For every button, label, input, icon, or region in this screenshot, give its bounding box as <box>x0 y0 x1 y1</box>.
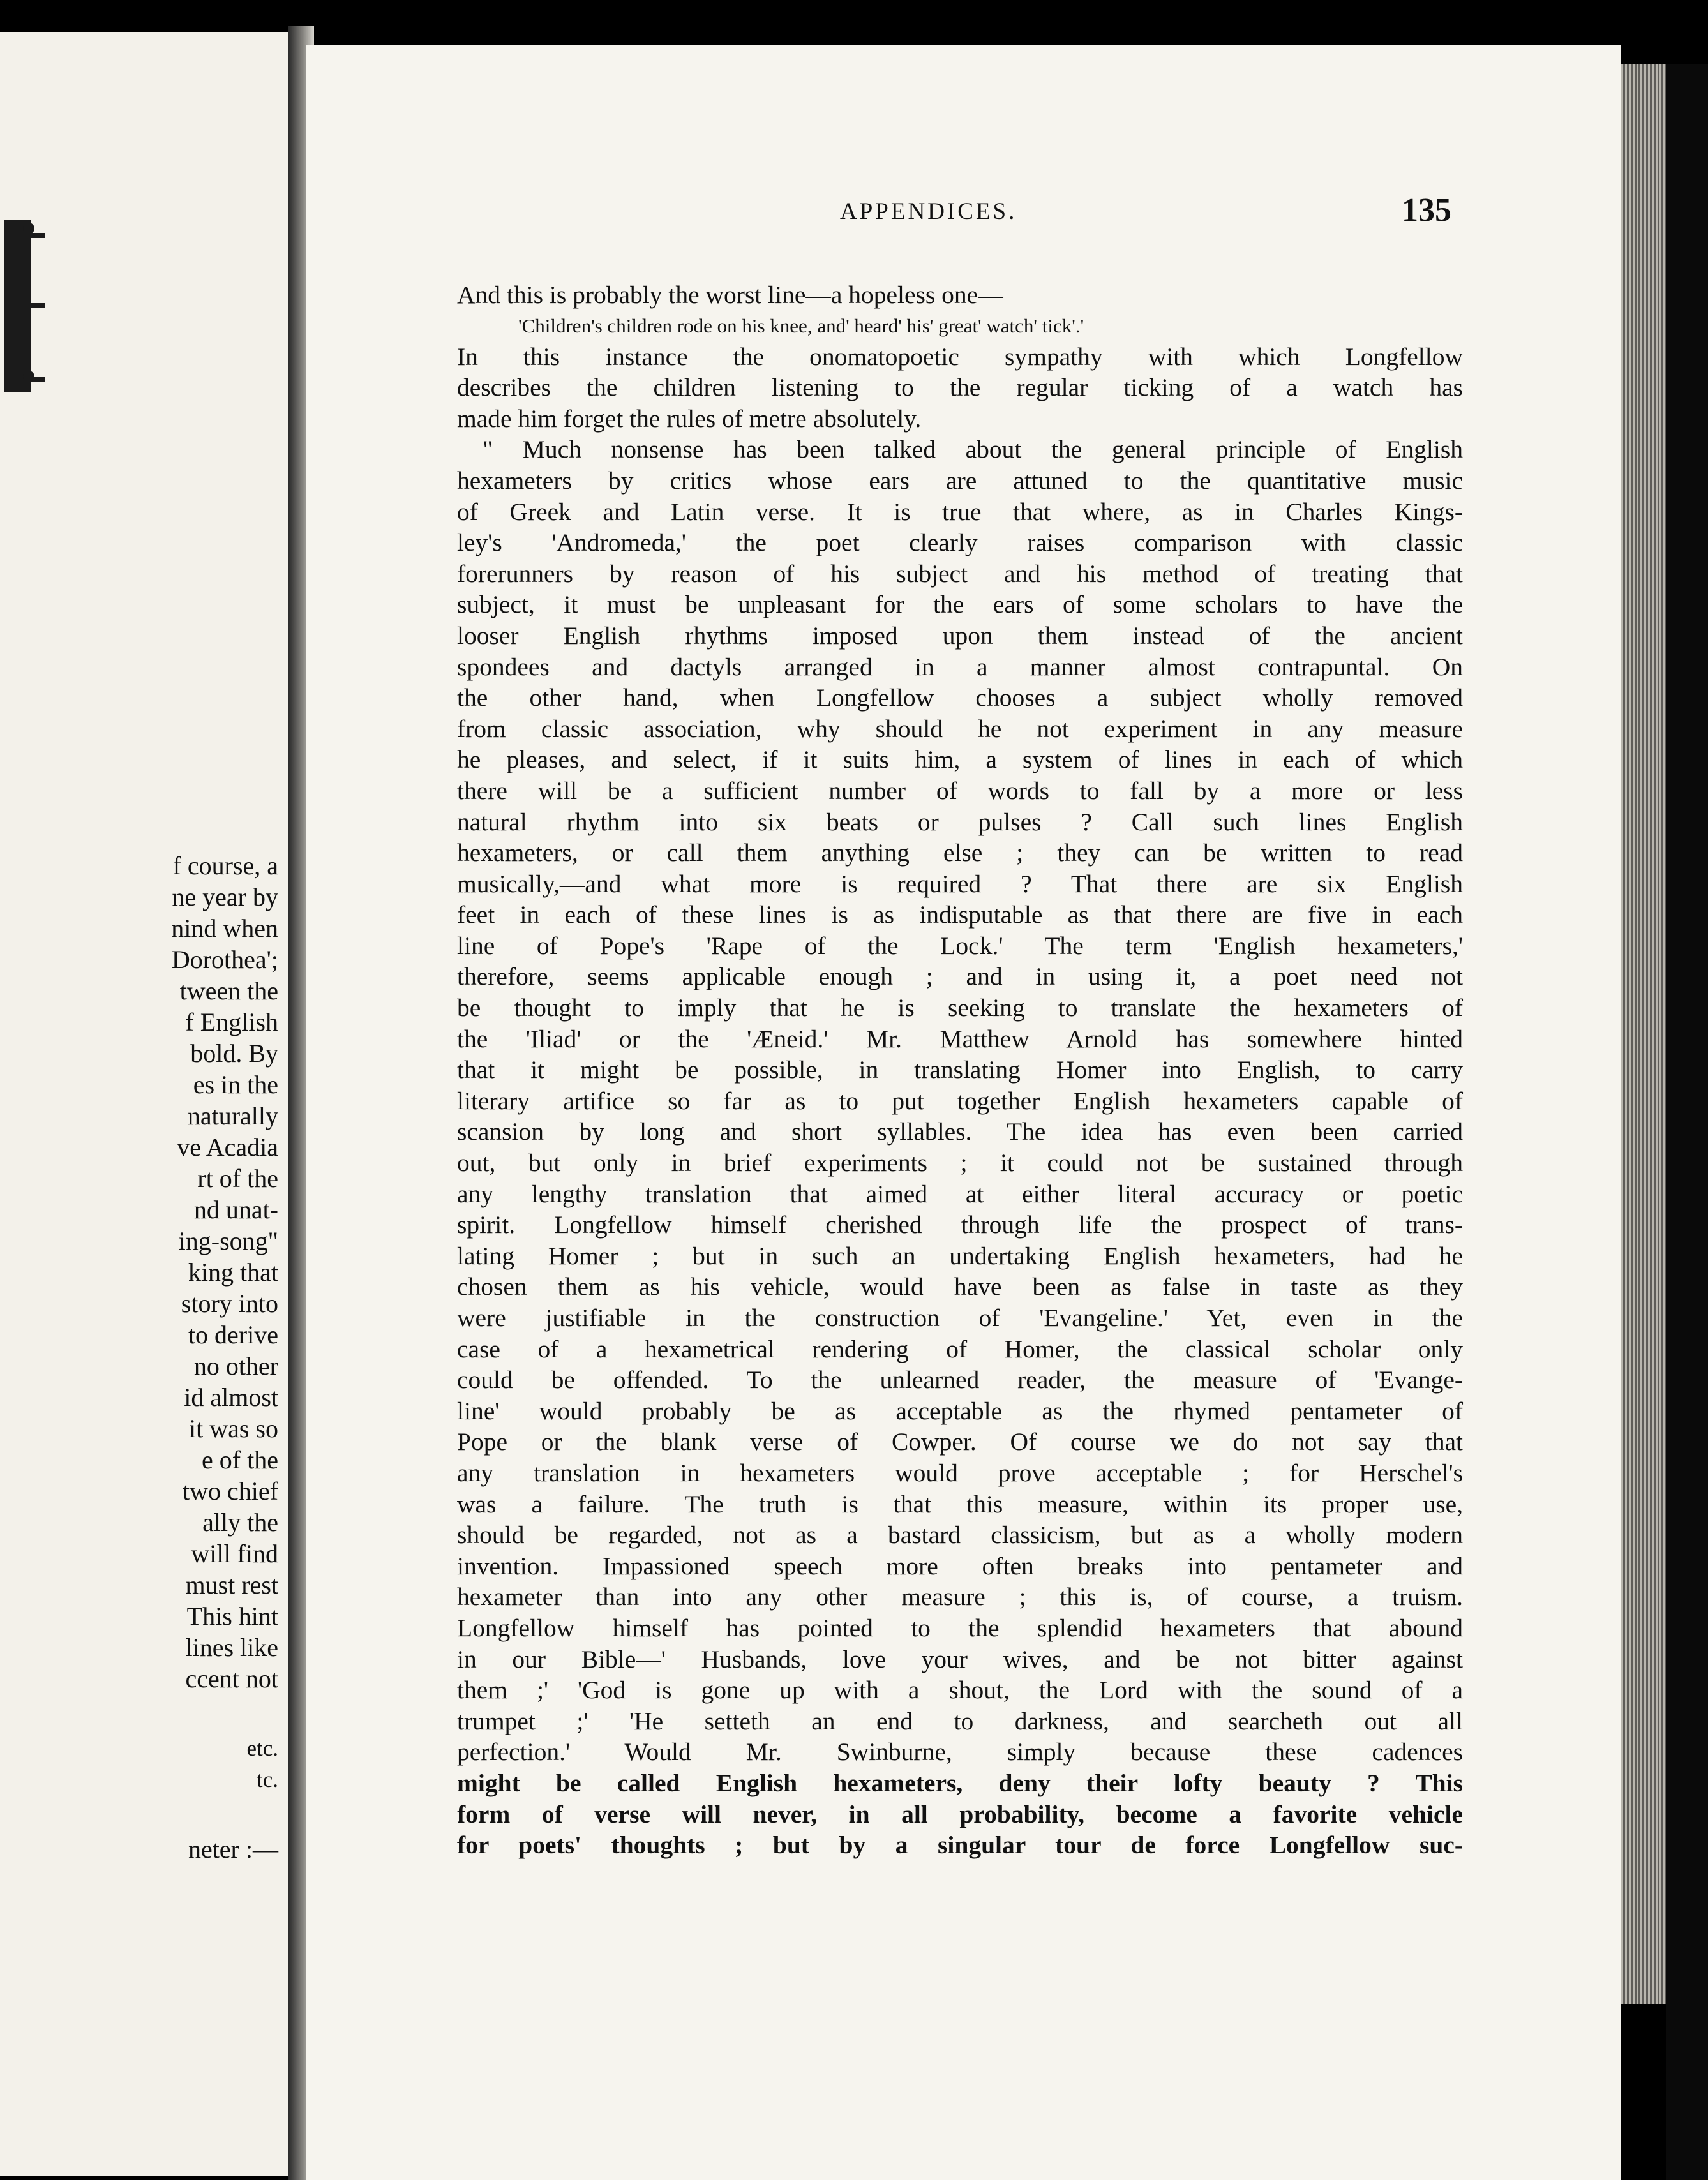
text-line: from classic association, why should he not experiment in any measure <box>457 714 1463 743</box>
left-fragment-line: neter :— <box>188 1835 278 1863</box>
text-line: spirit. Longfellow himself cherished through life the prospect of trans- <box>457 1211 1463 1239</box>
text-line: spondees and dactyls arranged in a manner almost contrapuntal. On <box>457 652 1463 681</box>
text-line: hexameters, or call them anything else ; they can be written to read <box>457 839 1463 867</box>
left-fragment-line: es in the <box>193 1070 278 1099</box>
text-line: could be offended. To the unlearned reader, the measure of 'Evange- <box>457 1366 1463 1394</box>
text-line: he pleases, and select, if it suits him, a system of lines in each of which <box>457 745 1463 774</box>
text-line: out, but only in brief experiments ; it could not be sustained through <box>457 1149 1463 1177</box>
text-line: In this instance the onomatopoetic sympathy with which Longfellow <box>457 342 1463 371</box>
text-line: Longfellow himself has pointed to the splendid hexameters that abound <box>457 1613 1463 1642</box>
text-line: musically,—and what more is required ? That there are six English <box>457 869 1463 898</box>
text-line: case of a hexametrical rendering of Homer, the classical scholar only <box>457 1334 1463 1363</box>
text-line: ley's 'Andromeda,' the poet clearly raises comparison with classic <box>457 528 1463 557</box>
left-fragment-line: f English <box>185 1008 278 1036</box>
running-head: APPENDICES. <box>840 198 1017 225</box>
text-line: there will be a sufficient number of words to fall by a more or less <box>457 776 1463 805</box>
text-line: line of Pope's 'Rape of the Lock.' The term 'English hexameters,' <box>457 931 1463 960</box>
text-line: form of verse will never, in all probability, become a favorite vehicle <box>457 1800 1463 1828</box>
text-line: trumpet ;' 'He setteth an end to darkness, and searcheth out all <box>457 1706 1463 1735</box>
left-fragment-line: two chief <box>183 1477 278 1505</box>
left-page-fragments <box>171 850 278 1865</box>
text-line: hexameter than into any other measure ; this is, of course, a truism. <box>457 1583 1463 1611</box>
left-fragment-line: This hint <box>186 1602 278 1631</box>
text-line: Pope or the blank verse of Cowper. Of course we do not say that <box>457 1428 1463 1456</box>
left-fragment-line: ally the <box>202 1508 278 1537</box>
left-fragment-line: tween the <box>179 976 278 1005</box>
left-fragment-line: nd unat- <box>193 1195 278 1224</box>
text-line: any lengthy translation that aimed at either literal accuracy or poetic <box>457 1179 1463 1208</box>
left-fragment-line: lines like <box>185 1633 278 1662</box>
text-line: feet in each of these lines is as indisputable as that there are five in each <box>457 900 1463 929</box>
left-fragment-line: ne year by <box>172 883 278 911</box>
text-line: were justifiable in the construction of 'Evangeline.' Yet, even in the <box>457 1304 1463 1332</box>
text-line: made him forget the rules of metre absolutely. <box>457 404 922 433</box>
paragraph-2 <box>457 434 1463 1860</box>
text-line: chosen them as his vehicle, would have been as false in taste as they <box>457 1273 1463 1301</box>
text-line: lating Homer ; but in such an undertaking English hexameters, had he <box>457 1241 1463 1270</box>
left-fragment-line: will find <box>191 1539 278 1568</box>
text-line: scansion by long and short syllables. The idea has even been carried <box>457 1117 1463 1146</box>
page-number: 135 <box>1402 192 1451 228</box>
left-fragment-line: it was so <box>189 1414 278 1443</box>
quoted-verse: 'Children's children rode on his knee, and' heard' his' great' watch' tick'.' <box>518 314 1084 337</box>
left-fragment-line: f course, a <box>172 851 278 880</box>
left-fragment-line: tc. <box>256 1767 278 1792</box>
text-line: them ;' 'God is gone up with a shout, the Lord with the sound of a <box>457 1676 1463 1705</box>
body-text <box>457 280 1463 1861</box>
text-line: that it might be possible, in translating Homer into English, to carry <box>457 1056 1463 1084</box>
text-line: looser English rhythms imposed upon them instead of the ancient <box>457 621 1463 650</box>
left-fragment-line: id almost <box>184 1383 278 1412</box>
left-fragment-line: ve Acadia <box>177 1133 278 1161</box>
text-line: might be called English hexameters, deny their lofty beauty ? This <box>457 1768 1463 1797</box>
left-fragment-line: etc. <box>246 1736 278 1761</box>
text-line: invention. Impassioned speech more often breaks into pentameter and <box>457 1551 1463 1580</box>
left-fragment-line: ccent not <box>185 1664 278 1693</box>
left-fragment-line: story into <box>181 1289 278 1318</box>
edge-shadow <box>1666 64 1708 2180</box>
left-fragment-line: Dorothea'; <box>171 945 278 974</box>
text-line: line' would probably be as acceptable as the rhymed pentameter of <box>457 1396 1463 1425</box>
left-fragment-line: rt of the <box>197 1164 278 1193</box>
left-fragment-line: naturally <box>187 1101 278 1130</box>
text-line: for poets' thoughts ; but by a singular tour de force Longfellow suc- <box>457 1831 1463 1860</box>
text-line: " Much nonsense has been talked about the general principle of English <box>483 435 1463 464</box>
left-fragment-line: to derive <box>188 1320 278 1349</box>
intro-line: And this is probably the worst line—a hopeless one— <box>457 281 1003 309</box>
text-line: in our Bible—' Husbands, love your wives, and be not bitter against <box>457 1645 1463 1673</box>
paragraph-1 <box>457 341 1463 435</box>
left-fragment-line: king that <box>188 1258 278 1287</box>
text-line: was a failure. The truth is that this measure, within its proper use, <box>457 1489 1463 1518</box>
left-fragment-line: bold. By <box>190 1039 278 1068</box>
left-fragment-line: ing-song" <box>178 1227 278 1255</box>
left-fragment-line: must rest <box>185 1571 278 1599</box>
text-line: literary artifice so far as to put together English hexameters capable of <box>457 1086 1463 1115</box>
text-line: forerunners by reason of his subject and his method of treating that <box>457 559 1463 588</box>
text-line: perfection.' Would Mr. Swinburne, simply because these cadences <box>457 1738 1463 1766</box>
text-line: be thought to imply that he is seeking to translate the hexameters of <box>457 994 1463 1022</box>
text-line: describes the children listening to the regular ticking of a watch has <box>457 373 1463 402</box>
left-fragment-line: nind when <box>171 914 278 943</box>
left-fragment-line: e of the <box>202 1445 278 1474</box>
text-line: should be regarded, not as a bastard classicism, but as a wholly modern <box>457 1521 1463 1549</box>
left-fragment-line <box>171 1694 278 1733</box>
left-fragment-line: no other <box>193 1352 278 1380</box>
text-line: subject, it must be unpleasant for the ears of some scholars to have the <box>457 590 1463 619</box>
ornament-icon <box>0 220 45 392</box>
text-line: the other hand, when Longfellow chooses a subject wholly removed <box>457 683 1463 712</box>
text-line: the 'Iliad' or the 'Æneid.' Mr. Matthew Arnold has somewhere hinted <box>457 1024 1463 1053</box>
left-fragment-line <box>171 1795 278 1833</box>
text-line: of Greek and Latin verse. It is true that where, as in Charles Kings- <box>457 497 1463 526</box>
text-line: hexameters by critics whose ears are attuned to the quantitative music <box>457 466 1463 495</box>
text-line: therefore, seems applicable enough ; and in using it, a poet need not <box>457 962 1463 991</box>
text-line: any translation in hexameters would prove acceptable ; for Herschel's <box>457 1458 1463 1487</box>
text-line: natural rhythm into six beats or pulses ? Call such lines English <box>457 807 1463 836</box>
page-edges <box>1621 64 1666 2004</box>
